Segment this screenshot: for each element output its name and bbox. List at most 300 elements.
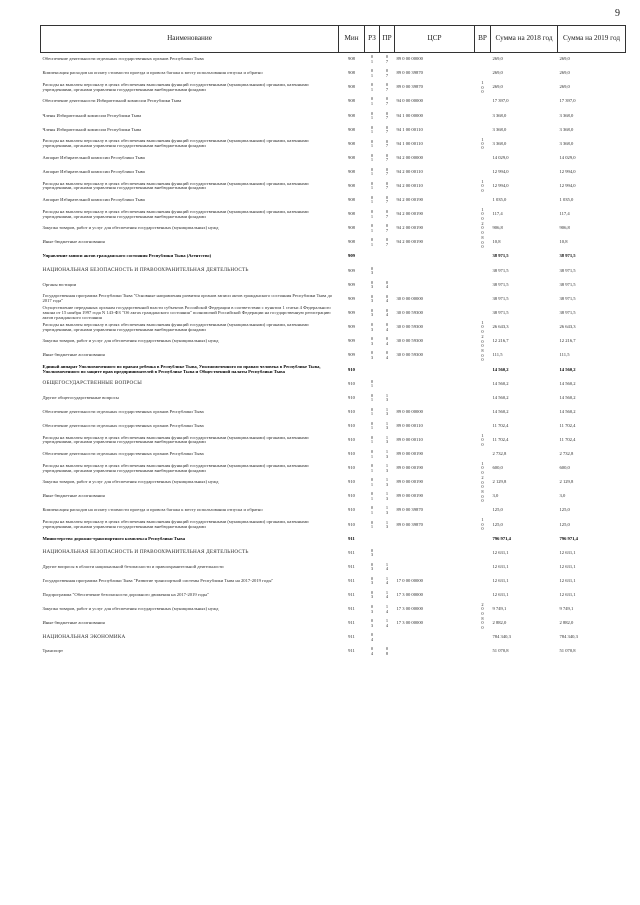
header-sum-2018: Сумма на 2018 год [491, 26, 558, 53]
row-min: 910 [348, 408, 355, 414]
row-csr [395, 377, 475, 391]
row-min: 910 [348, 493, 355, 499]
row-sum-2018: 12 994,0 [492, 168, 509, 174]
row-name: Компенсация расходов на оплату стоимости проезда и провоза багажа к месту использования отпуска и обратно [42, 507, 263, 513]
table-row [41, 278, 626, 292]
row-name: Обеспечение деятельности отдельных государственных органов Республики Тыва [42, 56, 204, 62]
row-pr: 1 3 [385, 505, 389, 515]
row-pr [380, 546, 395, 560]
row-sum-2019: 38 971,5 [559, 267, 576, 273]
header-min: Мин [339, 26, 365, 53]
row-vr [475, 193, 491, 207]
row-sum-2018: 12 216,7 [492, 338, 509, 344]
row-csr: 94 2 00 00110 [396, 168, 423, 174]
row-csr: 89 0 00 00000 [396, 56, 423, 62]
row-rz: 0 1 [370, 152, 374, 163]
row-name: Транспорт [42, 648, 63, 654]
row-min: 910 [348, 422, 355, 428]
row-sum-2019: 38 971,5 [559, 253, 576, 259]
row-pr: 1 3 [385, 392, 389, 403]
header-rz: РЗ [365, 26, 380, 53]
table-row [41, 363, 626, 377]
row-sum-2018: 125,0 [492, 507, 503, 513]
row-csr: 30 0 00 59300 [396, 352, 423, 358]
row-csr: 89 0 00 00110 [396, 422, 423, 428]
row-name: Другие общегосударственные вопросы [42, 394, 119, 400]
row-min: 909 [348, 295, 355, 301]
row-name: Расходы на выплаты персоналу в целях обеспечения выполнения функций государственными (муниципальными) органами, казенными учреждениями, органами управления государственными внебюджетными фондами [42, 462, 309, 473]
row-pr: 0 4 [385, 308, 389, 318]
row-pr [380, 363, 395, 377]
row-rz: 0 3 [370, 279, 374, 290]
row-csr: 89 0 00 39870 [396, 70, 423, 76]
row-min: 910 [348, 507, 355, 513]
row-name: Органы юстиции [42, 281, 77, 287]
row-vr [475, 560, 491, 574]
row-rz: 0 3 [370, 618, 374, 628]
row-csr: 17 0 00 00000 [396, 577, 423, 583]
table-row [41, 645, 626, 659]
row-min: 910 [348, 479, 355, 485]
row-pr [380, 377, 395, 391]
row-name: Обеспечение деятельности отдельных государственных органов Республики Тыва [42, 408, 204, 414]
row-min: 909 [348, 281, 355, 287]
row-name: Расходы на выплаты персоналу в целях обеспечения выполнения функций государственными (муниципальными) органами, казенными учреждениями, органами управления государственными внебюджетными фондами [42, 180, 309, 191]
row-rz: 0 1 [370, 82, 374, 92]
table-row [41, 560, 626, 574]
row-csr: 94 2 00 00190 [396, 211, 423, 217]
table-row [41, 532, 626, 546]
row-csr: 30 0 00 59300 [396, 310, 423, 315]
row-rz: 0 1 [370, 195, 374, 205]
row-vr [475, 631, 491, 645]
row-min: 910 [348, 451, 355, 457]
header-name: Наименование [41, 26, 339, 53]
row-rz: 0 1 [370, 209, 374, 219]
table-row [41, 321, 626, 335]
row-rz: 0 1 [370, 124, 374, 135]
row-csr: 89 0 00 39870 [396, 521, 423, 527]
table-row [41, 518, 626, 532]
row-sum-2018: 12 631,1 [492, 549, 509, 555]
row-rz: 0 1 [370, 54, 374, 64]
row-name: Другие вопросы в области национальной безопасности и правоохранительной деятельности [42, 563, 224, 569]
row-min: 909 [348, 253, 355, 259]
row-sum-2019: 1 035,0 [559, 197, 574, 203]
row-vr [475, 67, 491, 81]
row-pr: 1 4 [385, 561, 389, 572]
row-sum-2018: 38 971,5 [492, 281, 509, 287]
row-vr [475, 264, 491, 278]
row-rz: 0 1 [370, 110, 374, 120]
header-vr: ВР [475, 26, 491, 53]
header-pr: ПР [380, 26, 395, 53]
row-sum-2019: 3,0 [559, 493, 566, 499]
row-sum-2019: 26 643,3 [559, 324, 576, 330]
row-name: Управление записи актов гражданского состояния Республики Тыва (Агентство) [42, 253, 212, 259]
row-csr: 30 0 00 00000 [396, 295, 423, 301]
row-name: Закупка товаров, работ и услуг для обеспечения государственных (муниципальных) нужд [42, 225, 219, 231]
row-sum-2018: 38 971,5 [492, 253, 509, 259]
row-csr: 94 0 00 00000 [396, 98, 423, 104]
row-vr [475, 151, 491, 165]
row-sum-2018: 796 971,4 [492, 535, 511, 541]
row-sum-2018: 1 035,0 [492, 197, 507, 203]
row-pr: 0 7 [385, 138, 389, 149]
row-pr: 0 7 [385, 209, 389, 219]
row-sum-2019: 12 994,0 [559, 182, 576, 188]
row-pr: 0 7 [385, 166, 389, 177]
row-sum-2019: 14 560,2 [559, 380, 576, 386]
row-min: 908 [348, 70, 355, 76]
row-rz: 0 1 [370, 96, 374, 106]
row-csr: 94 2 00 00110 [396, 182, 423, 188]
row-pr: 0 7 [385, 96, 389, 106]
table-row [41, 137, 626, 151]
row-rz: 0 3 [370, 547, 374, 558]
row-sum-2019: 14 560,2 [559, 366, 576, 372]
page-number: 9 [615, 8, 620, 19]
table-row [41, 504, 626, 518]
row-sum-2019: 38 971,5 [559, 310, 576, 315]
row-vr: 1 0 0 [481, 320, 484, 334]
table-row [41, 433, 626, 447]
row-name: НАЦИОНАЛЬНАЯ ЭКОНОМИКА [42, 634, 126, 640]
row-csr [395, 631, 475, 645]
row-min: 908 [348, 154, 355, 160]
row-sum-2019: 2 882,0 [559, 620, 574, 626]
row-sum-2018: 14 560,2 [492, 394, 509, 400]
row-csr [395, 278, 475, 292]
table-row [41, 603, 626, 617]
row-sum-2018: 269,0 [492, 56, 503, 62]
row-sum-2018: 38 971,5 [492, 267, 509, 273]
row-min: 908 [348, 182, 355, 188]
row-pr: 0 7 [385, 180, 389, 191]
row-name: Расходы на выплаты персоналу в целях обеспечения выполнения функций государственными (муниципальными) органами, казенными учреждениями, органами управления государственными внебюджетными фондами [42, 434, 309, 445]
row-min: 909 [348, 310, 355, 315]
row-sum-2018: 51 070,8 [492, 648, 509, 654]
row-rz: 0 1 [370, 392, 374, 403]
row-csr [395, 532, 475, 546]
row-name: Аппарат Избирательной комиссии Республики Тыва [42, 154, 145, 160]
table-row [41, 67, 626, 81]
row-sum-2019: 906,8 [559, 225, 570, 231]
row-rz: 0 1 [370, 477, 374, 487]
row-vr [475, 250, 491, 264]
row-vr: 8 0 0 [481, 348, 484, 363]
header-csr: ЦСР [395, 26, 475, 53]
row-sum-2018: 14 029,0 [492, 154, 509, 160]
row-pr: 1 3 [385, 477, 389, 487]
row-min: 910 [348, 521, 355, 527]
row-sum-2018: 3,0 [492, 493, 499, 499]
row-pr: 0 7 [385, 54, 389, 64]
row-name: Иные бюджетные ассигнования [42, 352, 105, 358]
row-csr: 30 0 00 59300 [396, 324, 423, 330]
row-name: Расходы на выплаты персоналу в целях обеспечения выполнения функций государственными (муниципальными) органами, казенными учреждениями, органами управления государственными внебюджетными фондами [42, 519, 309, 529]
row-min: 908 [348, 211, 355, 217]
row-sum-2019: 12 631,1 [559, 577, 576, 583]
table-row [41, 123, 626, 137]
budget-table [40, 25, 626, 659]
row-csr: 94 2 00 00190 [396, 239, 423, 245]
row-rz: 0 1 [370, 491, 374, 501]
row-pr: 1 3 [385, 491, 389, 501]
table-row [41, 490, 626, 504]
row-min: 909 [348, 324, 355, 330]
row-csr: 94 1 00 00110 [396, 140, 423, 146]
row-sum-2018: 10,8 [492, 239, 501, 245]
row-pr: 0 4 [385, 293, 389, 304]
row-csr: 89 0 00 00000 [396, 408, 423, 414]
row-rz: 0 1 [370, 378, 374, 389]
row-pr: 1 3 [385, 519, 389, 529]
row-csr: 17 3 00 00000 [396, 620, 423, 626]
row-name: Обеспечение деятельности Избирательной комиссии Республики Тыва [42, 98, 182, 104]
row-pr: 1 3 [385, 463, 389, 473]
row-pr: 0 7 [385, 124, 389, 135]
table-row [41, 405, 626, 419]
row-pr: 0 7 [385, 223, 389, 233]
row-name: Расходы на выплаты персоналу в целях обеспечения выполнения функций государственными (муниципальными) органами, казенными учреждениями, органами управления государственными внебюджетными фондами [42, 138, 309, 149]
row-vr: 1 0 0 [481, 137, 484, 151]
row-vr: 2 0 0 [481, 602, 484, 616]
row-name: Расходы на выплаты персоналу в целях обеспечения выполнения функций государственными (муниципальными) органами, казенными учреждениями, органами управления государственными внебюджетными фондами [42, 208, 309, 219]
table-row [41, 306, 626, 320]
row-sum-2018: 38 971,5 [492, 295, 509, 301]
row-vr: 1 0 0 [481, 517, 484, 532]
row-csr: 94 2 00 00000 [396, 154, 423, 160]
row-rz: 0 1 [370, 435, 374, 445]
row-pr: 0 4 [385, 336, 389, 346]
row-name: Иные бюджетные ассигнования [42, 239, 105, 245]
row-min: 910 [348, 465, 355, 471]
row-sum-2018: 12 631,1 [492, 577, 509, 583]
row-min: 908 [348, 168, 355, 174]
row-csr: 30 0 00 59300 [396, 338, 423, 344]
row-sum-2018: 9 749,1 [492, 606, 507, 612]
row-name: Члены Избирательной комиссии Республики Тыва [42, 126, 142, 132]
row-vr: 8 0 0 [481, 616, 484, 630]
row-sum-2019: 17 397,0 [559, 98, 576, 104]
row-csr [395, 645, 475, 659]
row-sum-2018: 12 631,1 [492, 563, 509, 569]
row-sum-2018: 12 631,1 [492, 592, 509, 598]
row-name: Обеспечение деятельности отдельных государственных органов Республики Тыва [42, 451, 204, 457]
row-min: 910 [348, 380, 355, 386]
row-sum-2019: 111,5 [559, 352, 570, 358]
row-name: НАЦИОНАЛЬНАЯ БЕЗОПАСНОСТЬ И ПРАВООХРАНИТЕЛЬНАЯ ДЕЯТЕЛЬНОСТЬ [42, 267, 249, 274]
row-sum-2018: 784 340,3 [492, 634, 511, 640]
row-sum-2019: 269,0 [559, 84, 570, 90]
row-rz: 0 1 [370, 449, 374, 459]
row-pr: 1 4 [385, 618, 389, 628]
row-pr [380, 631, 395, 645]
row-rz: 0 3 [370, 561, 374, 572]
row-name: Государственная программа Республики Тыва "Развитие транспортной системы Республики Тыва на 2017-2019 годы" [42, 577, 274, 583]
row-sum-2019: 796 971,4 [559, 535, 578, 541]
row-rz: 0 3 [370, 590, 374, 600]
row-pr: 1 4 [385, 590, 389, 600]
table-row [41, 377, 626, 391]
row-min: 909 [348, 267, 355, 273]
row-sum-2019: 14 029,0 [559, 154, 576, 160]
row-csr: 89 0 00 00190 [396, 465, 423, 471]
row-vr [475, 588, 491, 602]
table-row [41, 631, 626, 645]
row-min: 908 [348, 112, 355, 118]
row-min: 908 [348, 56, 355, 62]
row-name: Единый аппарат Уполномоченного по правам ребенка в Республике Тыва, Уполномоченного по правам человека в Республике Тыва, Уполномоченного по защите прав предпринимателей в Республике Тыва и Общественной палаты Республики Тыва [42, 364, 321, 374]
table-row [41, 574, 626, 588]
row-vr: 2 0 0 [481, 475, 484, 489]
row-rz: 0 3 [370, 575, 374, 586]
row-sum-2018: 26 643,3 [492, 324, 509, 330]
row-sum-2018: 125,0 [492, 521, 503, 527]
row-sum-2019: 51 070,8 [559, 648, 576, 654]
table-row [41, 419, 626, 433]
row-pr: 0 8 [385, 646, 389, 656]
row-csr [395, 264, 475, 278]
row-vr: 1 0 0 [481, 461, 484, 475]
row-sum-2019: 14 560,2 [559, 408, 576, 414]
row-min: 909 [348, 338, 355, 344]
row-name: Расходы на выплаты персоналу в целях обеспечения выполнения функций государственными (муниципальными) органами, казенными учреждениями, органами управления государственными внебюджетными фондами [42, 81, 309, 92]
row-min: 911 [348, 577, 355, 583]
row-sum-2018: 3 368,0 [492, 126, 507, 132]
row-vr [475, 306, 491, 320]
table-row [41, 250, 626, 264]
row-pr: 0 4 [385, 350, 389, 360]
row-csr [395, 546, 475, 560]
row-sum-2019: 12 631,1 [559, 549, 576, 555]
row-name: ОБЩЕГОСУДАРСТВЕННЫЕ ВОПРОСЫ [42, 380, 142, 387]
row-vr [475, 278, 491, 292]
row-name: Осуществление переданных органам государственной власти субъектов Российской Федерации в соответствии с пунктом 1 статьи 4 Федерального закона от 15 ноября 1997 года N 143-ФЗ "Об актах гражданского состояния" полномочий Российской Федерации на государственную регистрацию актов гражданского состояния [42, 306, 331, 320]
row-sum-2018: 11 702,4 [492, 422, 509, 428]
row-csr: 17 3 00 00000 [396, 606, 423, 612]
table-row [41, 462, 626, 476]
row-rz: 0 3 [370, 308, 374, 318]
table-row [41, 292, 626, 306]
row-vr [475, 377, 491, 391]
row-rz: 0 3 [370, 322, 374, 332]
row-name: Закупка товаров, работ и услуг для обеспечения государственных (муниципальных) нужд [42, 606, 219, 612]
row-min: 908 [348, 197, 355, 203]
row-vr [475, 645, 491, 659]
row-sum-2018: 14 560,2 [492, 366, 509, 372]
row-min: 910 [348, 437, 355, 443]
row-vr [475, 532, 491, 546]
table-row [41, 165, 626, 179]
row-rz: 0 4 [370, 632, 374, 642]
row-rz: 0 1 [370, 180, 374, 191]
row-pr: 0 7 [385, 152, 389, 163]
row-rz: 0 1 [370, 420, 374, 431]
row-sum-2019: 12 216,7 [559, 338, 576, 344]
row-sum-2018: 17 397,0 [492, 98, 509, 104]
row-pr: 0 7 [385, 68, 389, 78]
row-vr [475, 363, 491, 377]
row-min: 911 [348, 620, 355, 626]
row-name: Аппарат Избирательной комиссии Республики Тыва [42, 197, 145, 203]
row-pr: 0 4 [385, 279, 389, 290]
row-sum-2019: 3 368,0 [559, 112, 574, 118]
row-vr: 1 0 0 [481, 80, 484, 94]
table-row [41, 349, 626, 363]
row-pr: 0 7 [385, 82, 389, 92]
row-vr: 1 0 0 [481, 433, 484, 447]
row-vr: 8 0 0 [481, 489, 484, 503]
row-sum-2019: 269,0 [559, 70, 570, 76]
row-pr: 0 7 [385, 110, 389, 120]
row-name: Закупка товаров, работ и услуг для обеспечения государственных (муниципальных) нужд [42, 338, 219, 344]
row-rz: 0 1 [370, 138, 374, 149]
row-name: НАЦИОНАЛЬНАЯ БЕЗОПАСНОСТЬ И ПРАВООХРАНИТЕЛЬНАЯ ДЕЯТЕЛЬНОСТЬ [42, 549, 249, 556]
row-sum-2018: 2 732,8 [492, 451, 507, 457]
table-row [41, 447, 626, 461]
row-vr: 1 0 0 [481, 179, 484, 193]
row-sum-2018: 906,8 [492, 225, 503, 231]
row-sum-2018: 111,5 [492, 352, 503, 358]
row-sum-2019: 12 631,1 [559, 563, 576, 569]
table-row [41, 391, 626, 405]
row-sum-2019: 9 749,1 [559, 606, 574, 612]
row-sum-2019: 600,0 [559, 465, 570, 471]
row-csr: 89 0 00 39870 [396, 507, 423, 513]
row-pr: 1 3 [385, 406, 389, 417]
row-vr [475, 165, 491, 179]
row-pr: 1 3 [385, 420, 389, 431]
table-row [41, 588, 626, 602]
row-sum-2018: 14 560,2 [492, 380, 509, 386]
row-min: 911 [348, 535, 355, 541]
row-rz: 0 1 [370, 237, 374, 247]
row-min: 910 [348, 394, 355, 400]
row-min: 911 [348, 606, 355, 612]
row-min: 911 [348, 563, 355, 569]
row-sum-2018: 600,0 [492, 465, 503, 471]
row-min: 908 [348, 225, 355, 231]
row-rz: 0 3 [370, 336, 374, 346]
table-row [41, 264, 626, 278]
row-sum-2019: 10,8 [559, 239, 568, 245]
row-vr: 1 0 0 [481, 207, 484, 221]
row-rz: 0 3 [370, 293, 374, 304]
row-sum-2019: 269,0 [559, 56, 570, 62]
row-sum-2018: 269,0 [492, 70, 503, 76]
row-sum-2019: 11 702,4 [559, 422, 576, 428]
table-row [41, 208, 626, 222]
table-row [41, 222, 626, 236]
row-sum-2019: 12 994,0 [559, 168, 576, 174]
row-vr [475, 391, 491, 405]
row-pr: 0 7 [385, 237, 389, 247]
row-min: 911 [348, 634, 355, 640]
row-rz: 0 4 [370, 646, 374, 656]
row-sum-2018: 3 368,0 [492, 140, 507, 146]
row-rz: 0 3 [370, 350, 374, 360]
table-row [41, 179, 626, 193]
row-vr [475, 546, 491, 560]
row-min: 911 [348, 549, 355, 555]
row-csr: 89 0 00 00190 [396, 493, 423, 499]
row-rz: 0 1 [370, 166, 374, 177]
row-sum-2018: 14 560,2 [492, 408, 509, 414]
row-sum-2018: 12 994,0 [492, 182, 509, 188]
row-csr [395, 363, 475, 377]
